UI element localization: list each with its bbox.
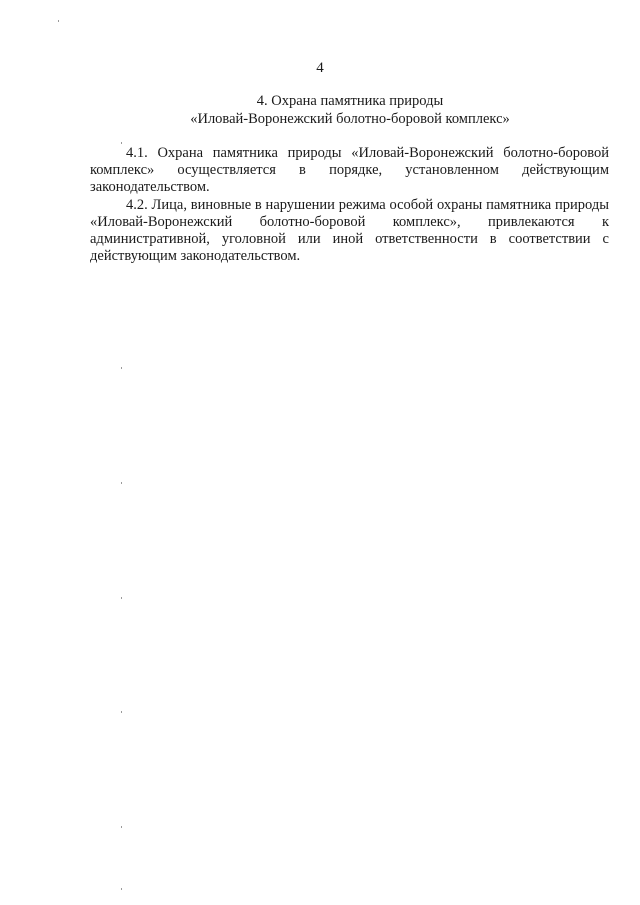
scan-mark: [121, 482, 122, 484]
scan-mark: [58, 20, 59, 22]
scan-mark: [121, 888, 122, 890]
page-number: 4: [316, 60, 324, 76]
section-title-line-1: 4. Охрана памятника природы: [256, 93, 444, 109]
scan-mark: [121, 367, 122, 369]
paragraph-4-2: 4.2. Лица, виновные в нарушении режима особой охраны памятника природы «Иловай-Воронежский болотно-боровой комплекс», привлекаются к административной, уголовной или иной ответственности в соответствии с действующим законодательством.: [90, 196, 609, 265]
scan-mark: [121, 711, 122, 713]
scan-mark: [121, 142, 122, 144]
section-title-line-2: «Иловай-Воронежский болотно-боровой комплекс»: [190, 111, 510, 127]
section-heading: [90, 92, 610, 128]
paragraph-4-1: 4.1. Охрана памятника природы «Иловай-Воронежский болотно-боровой комплекс» осуществляется в порядке, установленном действующим законодательством.: [90, 145, 609, 196]
scan-mark: [121, 597, 122, 599]
scan-mark: [121, 826, 122, 828]
section-body: [90, 145, 609, 265]
